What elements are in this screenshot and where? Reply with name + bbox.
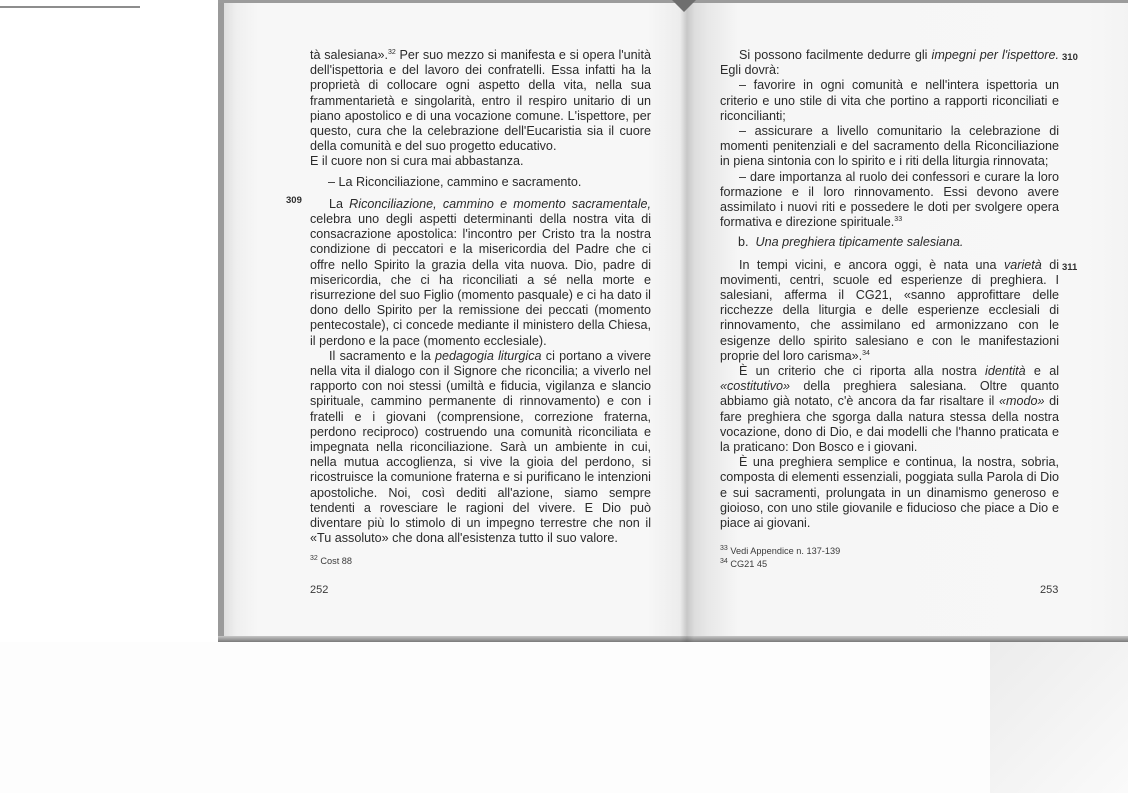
marginal-number-309: 309 xyxy=(286,195,302,206)
paragraph-311: In tempi vicini, e ancora oggi, è nata una varietà di movimenti, centri, scuole ed esperienze di preghiera. I salesiani, afferma il CG21, «sanno approfittare delle ricchezze della liturgia e delle esperienze ecclesiali di rinnovamento, che assimilano ed armonizzano con le esigenze dello spirito salesiano e con le manifestazioni proprie del loro carisma».$^{34}$ xyxy=(720,257,1059,363)
marginal-number-310: 310 xyxy=(1062,52,1078,63)
spine-notch xyxy=(672,0,696,12)
background-shade xyxy=(990,642,1128,793)
scan-artifact-line xyxy=(0,6,140,8)
footnote-ref: 34 xyxy=(862,349,870,357)
page-number-right: 253 xyxy=(1040,584,1059,596)
paragraph-closing: E il cuore non si cura mai abbastanza. xyxy=(310,154,524,169)
list-item-2: – assicurare a livello comunitario la celebrazione di momenti penitenziali e del sacramento della Riconciliazione in piena sintonia con lo spirito e i riti della liturgia rinnovata; xyxy=(720,124,1059,169)
right-page-text xyxy=(720,48,1059,531)
footnote-33: $^{33}$ Vedi Appendice n. 137-139 xyxy=(720,544,841,556)
footnote-ref: 32 xyxy=(387,48,396,56)
paragraph-sacrament: Il sacramento e la pedagogia liturgica ci portano a vivere nella vita il dialogo con il Signore che riconcilia; a viverlo nel rapporto con noi stessi (umiltà e fiducia, vigilanza e slancio spirituale, cammino permanente di rinnovamento) e con i fratelli e i giovani (comprensione, correzione fraterna, perdono reciproco) costruendo una comunità riconciliata e impegnata nella riconciliazione. Sarà un ambiente in cui, nella mutua accoglienza, si vive la gioia del perdono, si ricostruisce la comunione fraterna e si purificano le intenzioni apostoliche. Noi, così dediti all'azione, siamo sempre tendenti a rovesciare le ragioni del vivere. E Dio può diventare più lo stimolo di un impegno terrestre che non il «Tu assoluto» che dona all'esistenza tutto il suo valore. xyxy=(310,348,651,546)
list-item-3: – dare importanza al ruolo dei confessori e curare la loro formazione e il loro rinnovamento. Essi devono avere assimilato i nuovi riti e possedere le doti per svolgere opera formativa e direzione spirituale.$^{33}$ xyxy=(720,169,1059,230)
paragraph-309: La Riconciliazione, cammino e momento sacramentale, celebra uno degli aspetti determinanti della nostra vita di consacrazione apostolica: l'incontro per Cristo tra la nostra condizione di peccatori e la misericordia del Padre che ci offre nello Spirito la grazia della vita nuova. Dio, padre di misericordia, che ci ha riconciliati a sé nella morte e risurrezione del suo Figlio (momento pasquale) e ci ha dato il dono dello Spirito per la remissione dei peccati (momento pentecostale), ci concede mediante il ministero della Chiesa, il perdono e la pace (momento ecclesiale). xyxy=(310,196,651,348)
paragraph-310: Si possono facilmente dedurre gli impegni per l'ispettore. Egli dovrà: xyxy=(720,48,1059,78)
list-item-1: – favorire in ogni comunità e nell'intera ispettoria un criterio e uno stile di vita che portino a rapporti riconciliati e riconcilianti; xyxy=(720,78,1059,123)
background-bottom xyxy=(0,642,1128,793)
marginal-number-311: 311 xyxy=(1062,262,1078,273)
page-number-left: 252 xyxy=(310,584,329,596)
book-edge-left xyxy=(218,0,224,642)
footnote-32: $^{32}$ Cost 88 xyxy=(310,554,353,566)
footnote-34: $^{34}$ CG21 45 xyxy=(720,557,768,569)
paragraph-simple-prayer: È una preghiera semplice e continua, la nostra, sobria, composta di elementi essenziali, poggiata sulla Parola di Dio e sui sacramenti, prolungata in un dinamismo generoso e gioioso, con uno stile giovanile e fiducioso che piace a Dio e piace ai giovani. xyxy=(720,455,1059,531)
book-gutter xyxy=(680,0,694,642)
paragraph-continuation: tà salesiana».$^{32}$ Per suo mezzo si manifesta e si opera l'unità dell'ispettoria e del lavoro dei confratelli. Essa infatti ha la proprietà di collocare ogni aspetto della vita, nella sua frammentarietà e singolarità, entro il respiro unitario di un piano apostolico e di una vocazione comune. L'ispettore, per questo, cura che la celebrazione dell'Eucaristia sia il cuore della comunità e del suo progetto educativo. xyxy=(310,48,651,154)
subheading-reconciliation: – La Riconciliazione, cammino e sacramento. xyxy=(328,174,582,189)
left-page-text xyxy=(310,48,651,547)
footnote-ref: 33 xyxy=(894,216,903,224)
paragraph-identity: È un criterio che ci riporta alla nostra identità e al «costitutivo» della preghiera salesiana. Oltre quanto abbiamo già notato, c'è ancora da far risaltare il «modo» di fare preghiera che sgorga dalla natura stessa della nostra vocazione, dono di Dio, e dai modelli che l'hanno praticata e la praticano: Don Bosco e i giovani. xyxy=(720,364,1059,455)
subheading-prayer: b. Una preghiera tipicamente salesiana. xyxy=(738,235,964,250)
